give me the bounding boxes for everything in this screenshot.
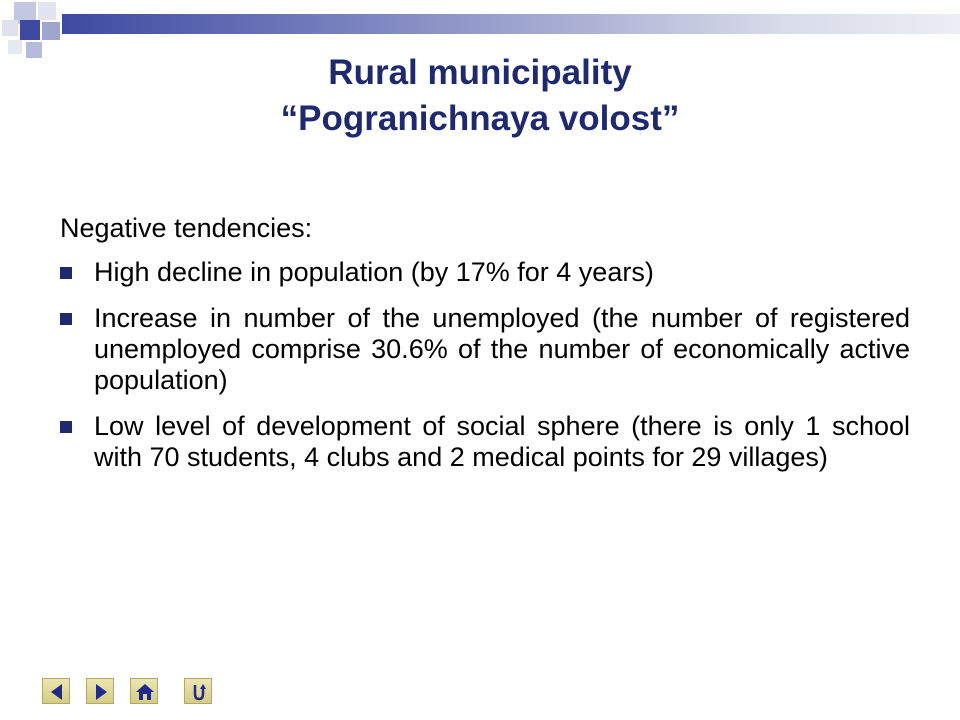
square-bullet-icon <box>60 267 72 279</box>
slide-body <box>60 213 910 488</box>
home-button[interactable] <box>130 678 158 704</box>
bullet-text: Low level of development of social sphere (there is only 1 school with 70 students, 4 clubs and 2 medical points for 29 villages) <box>94 411 910 472</box>
slide-title <box>0 50 960 142</box>
bullet-list <box>60 257 910 473</box>
title-line-1: Rural municipality <box>328 53 632 92</box>
return-icon <box>185 679 213 705</box>
next-icon <box>87 679 115 705</box>
intro-text: Negative tendencies: <box>60 213 313 243</box>
header-gradient-bar <box>62 14 960 34</box>
bullet-item <box>60 411 910 473</box>
bullet-text: High decline in population (by 17% for 4 years) <box>94 257 654 287</box>
previous-button[interactable] <box>42 678 70 704</box>
bullet-item <box>60 303 910 396</box>
next-button[interactable] <box>86 678 114 704</box>
square-bullet-icon <box>60 421 72 433</box>
home-icon <box>131 679 159 705</box>
return-button[interactable] <box>184 678 212 704</box>
title-line-2: “Pogranichnaya volost” <box>280 99 680 138</box>
bullet-text: Increase in number of the unemployed (the number of registered unemployed comprise 30.6% of the number of economically active population) <box>94 303 910 395</box>
previous-icon <box>43 679 71 705</box>
square-bullet-icon <box>60 313 72 325</box>
bullet-item <box>60 257 910 288</box>
